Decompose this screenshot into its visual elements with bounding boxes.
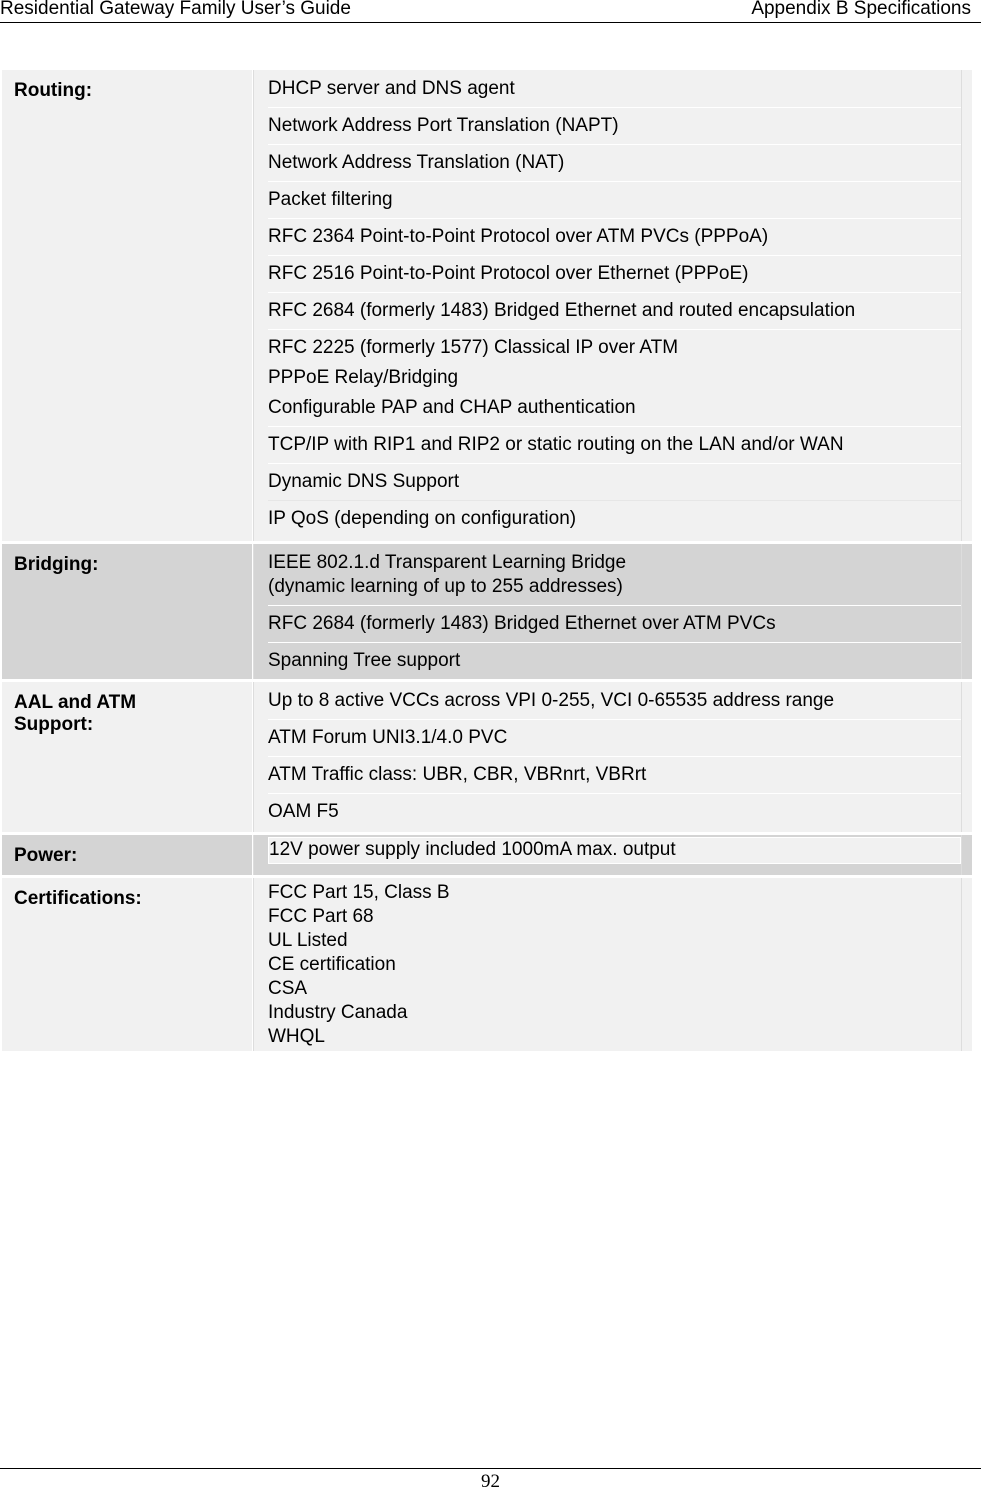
spec-item: Network Address Translation (NAT) — [268, 145, 961, 182]
spec-item: 12V power supply included 1000mA max. output — [268, 837, 961, 864]
spec-row-certifications — [2, 878, 972, 1051]
spec-item: RFC 2364 Point-to-Point Protocol over ATM PVCs (PPPoA) — [268, 219, 961, 256]
spec-item: Dynamic DNS Support — [268, 464, 961, 501]
specifications-table — [2, 70, 972, 1051]
spec-label-line: Support: — [14, 714, 94, 735]
spec-item: RFC 2684 (formerly 1483) Bridged Ethernet and routed encapsulation — [268, 293, 961, 330]
spec-item: IEEE 802.1.d Transparent Learning Bridge — [268, 552, 627, 573]
spec-label: Power: — [2, 835, 253, 875]
spec-label-line: AAL and ATM — [14, 692, 137, 713]
spec-item: FCC Part 15, Class B — [268, 882, 450, 903]
spec-item: RFC 2516 Point-to-Point Protocol over Ethernet (PPPoE) — [268, 256, 961, 293]
spec-item: CE certification — [268, 954, 396, 975]
spec-label: Routing: — [2, 70, 253, 541]
spec-row-aal-atm — [2, 682, 972, 832]
spec-item: Industry Canada — [268, 1002, 408, 1023]
spec-item: ATM Forum UNI3.1/4.0 PVC — [268, 720, 961, 757]
spec-item: RFC 2684 (formerly 1483) Bridged Ethernet over ATM PVCs — [268, 606, 961, 643]
spec-item: DHCP server and DNS agent — [268, 75, 961, 108]
spec-label: Bridging: — [2, 544, 253, 679]
spec-item: Network Address Port Translation (NAPT) — [268, 108, 961, 145]
spec-item: ATM Traffic class: UBR, CBR, VBRnrt, VBRrt — [268, 757, 961, 794]
spec-item: Spanning Tree support — [268, 650, 461, 671]
spec-values — [253, 70, 961, 541]
spec-item: WHQL — [268, 1026, 325, 1047]
spec-item: FCC Part 68 — [268, 906, 374, 927]
spec-item: OAM F5 — [268, 801, 339, 822]
page-header — [0, 0, 981, 23]
spec-label — [2, 682, 253, 832]
spec-label: Certifications: — [2, 878, 253, 1051]
spec-item: TCP/IP with RIP1 and RIP2 or static routing on the LAN and/or WAN — [268, 427, 961, 464]
spec-item: PPPoE Relay/Bridging — [268, 367, 459, 388]
spec-item: (dynamic learning of up to 255 addresses) — [268, 575, 961, 606]
spec-values — [253, 544, 961, 679]
spec-item: Configurable PAP and CHAP authentication — [268, 390, 961, 427]
spec-item: RFC 2225 (formerly 1577) Classical IP over ATM — [268, 337, 679, 358]
document-title: Residential Gateway Family User’s Guide — [0, 0, 351, 19]
spec-values — [253, 682, 961, 832]
page-footer — [0, 1468, 981, 1493]
spec-row-routing — [2, 70, 972, 541]
spec-values — [253, 835, 961, 875]
spec-row-power — [2, 835, 972, 875]
spec-item: CSA — [268, 978, 308, 999]
spec-values — [253, 878, 961, 1051]
spec-item: UL Listed — [268, 930, 348, 951]
page-number: 92 — [481, 1471, 500, 1492]
spec-item: IP QoS (depending on configuration) — [268, 508, 577, 529]
section-title: Appendix B Specifications — [751, 0, 971, 19]
spec-item: Packet filtering — [268, 182, 961, 219]
spec-item: Up to 8 active VCCs across VPI 0-255, VCI 0-65535 address range — [268, 687, 961, 720]
spec-row-bridging — [2, 544, 972, 679]
